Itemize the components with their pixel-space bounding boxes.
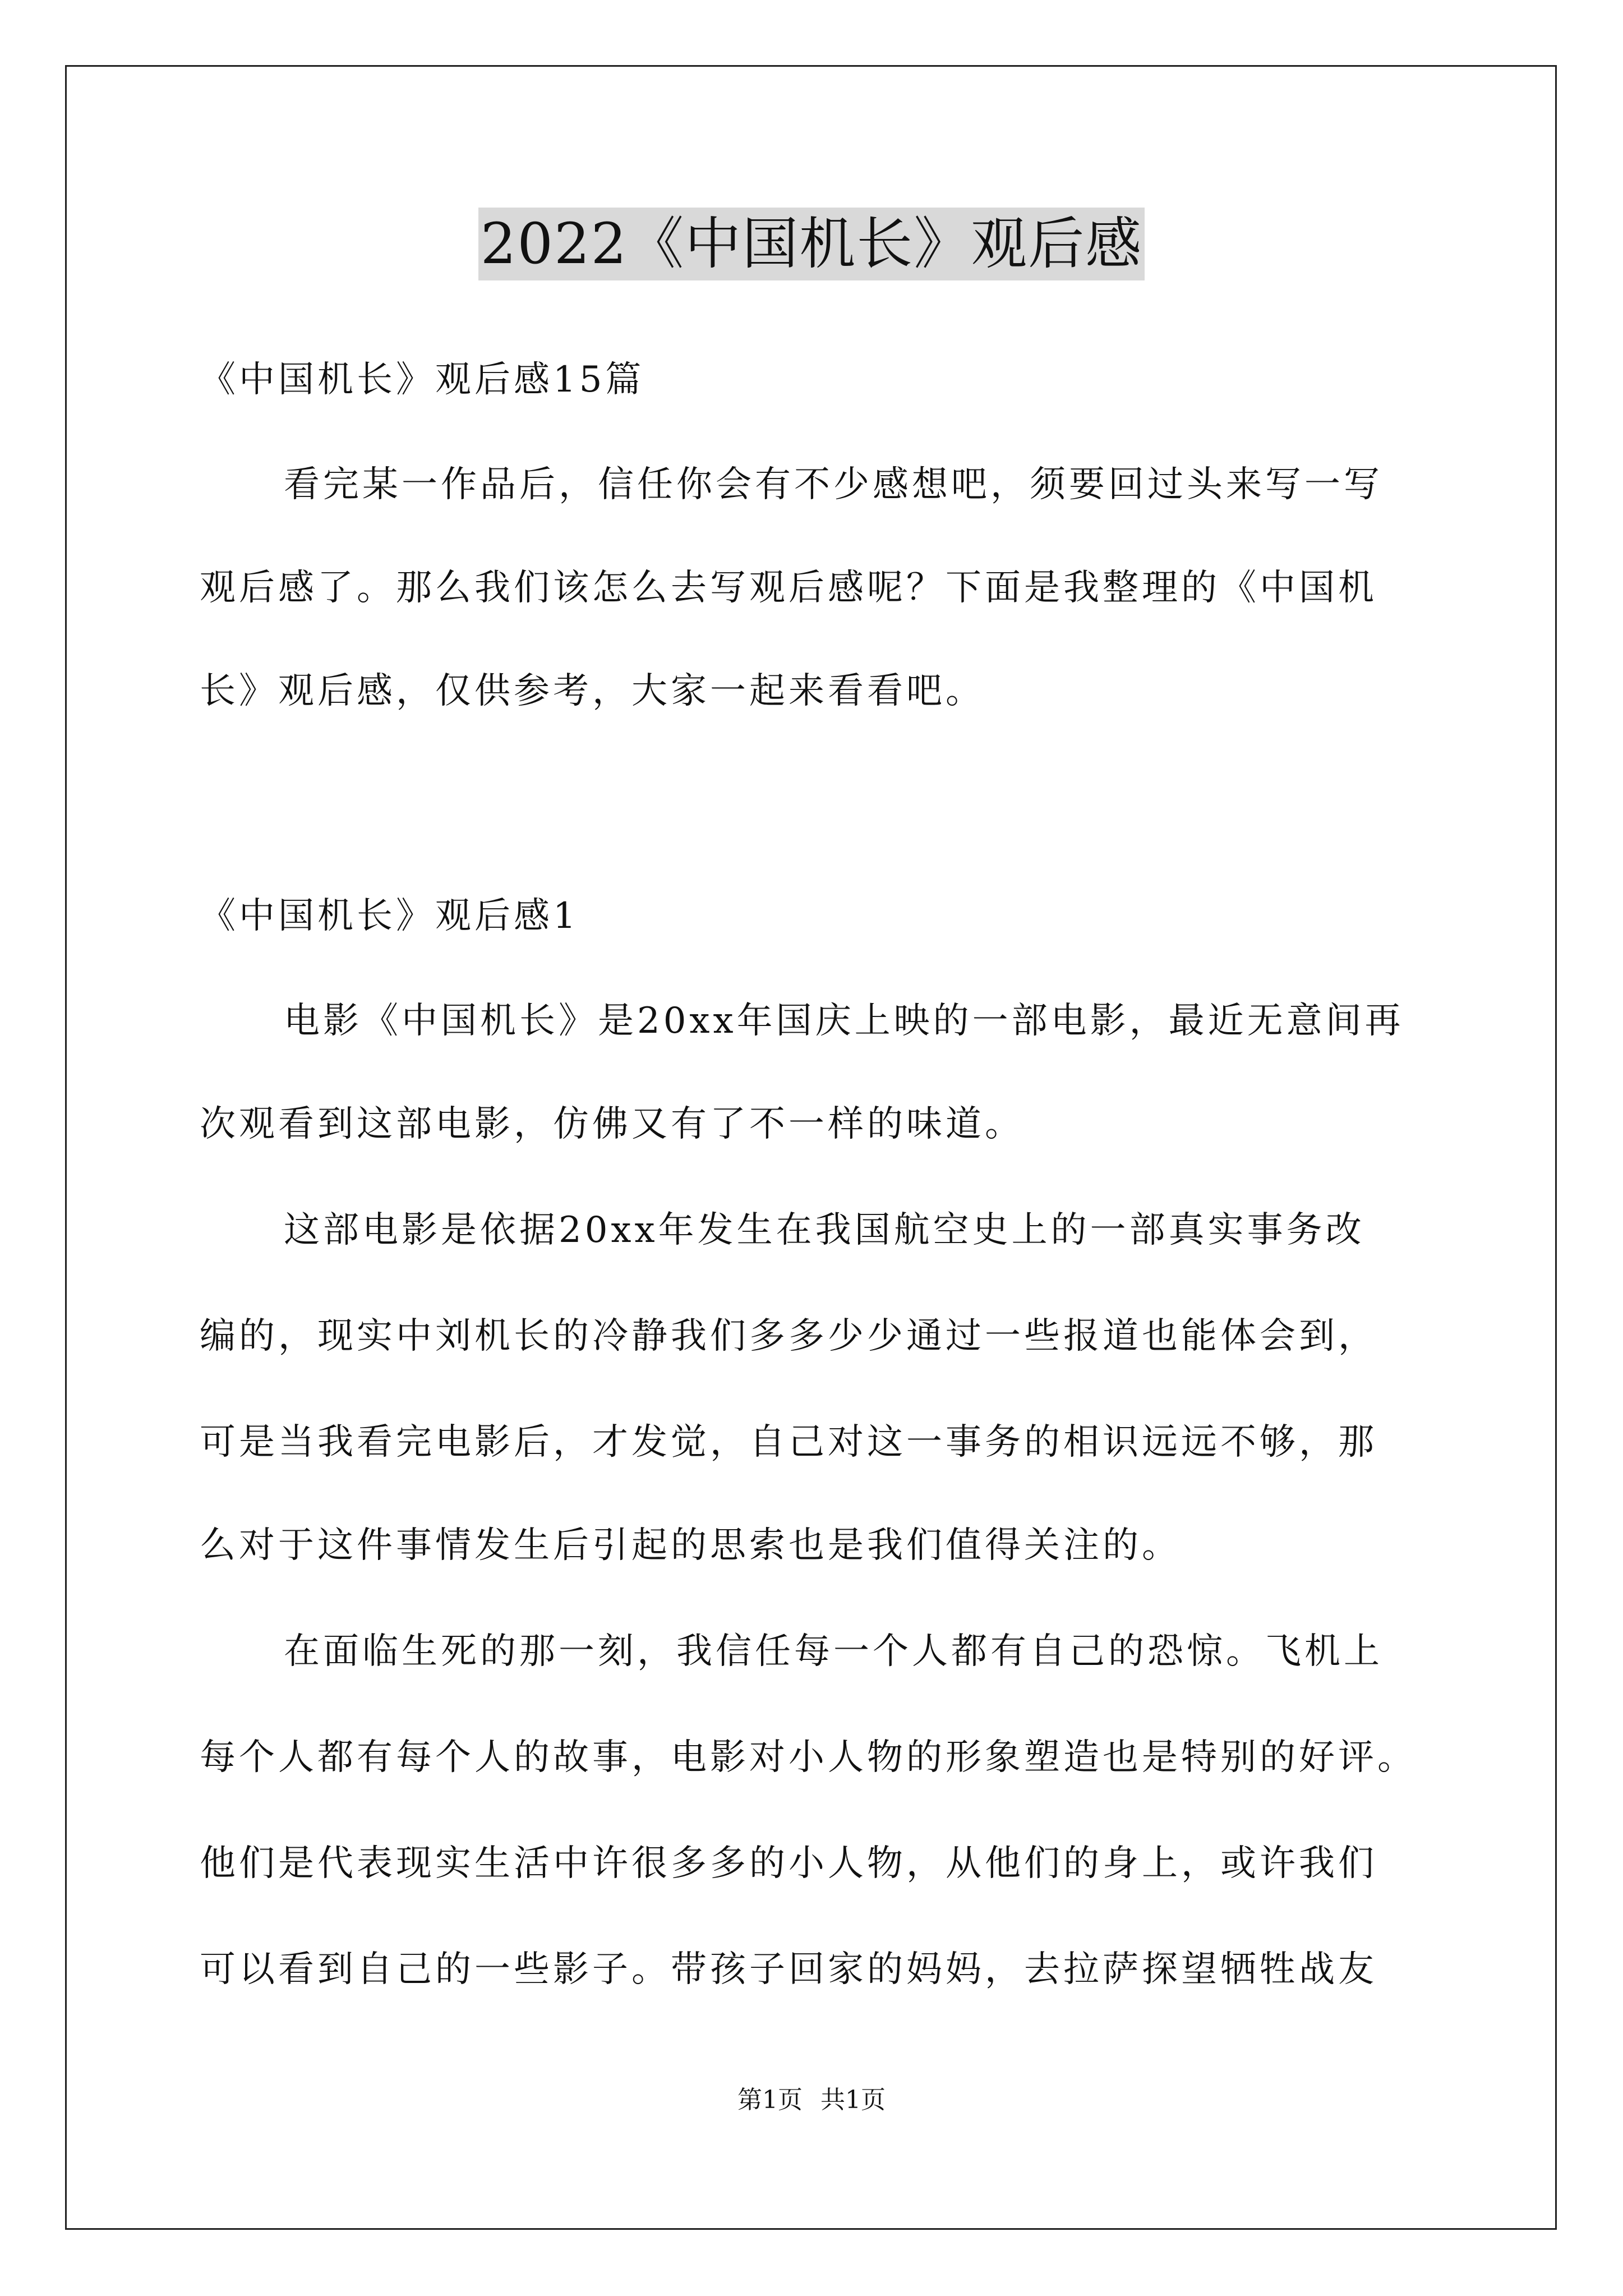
body-line: 编的，现实中刘机长的冷静我们多多少少通过一些报道也能体会到， (200, 1315, 1377, 1357)
subtitle-main: 《中国机长》观后感15篇 (200, 359, 645, 401)
body-line: 电影《中国机长》是20xx年国庆上映的一部电影，最近无意间再 (284, 1000, 1404, 1042)
body-line: 他们是代表现实生活中许很多多的小人物，从他们的身上，或许我们 (200, 1843, 1377, 1884)
body-line: 可是当我看完电影后，才发觉，自己对这一事务的相识远远不够，那 (200, 1421, 1377, 1463)
body-line: 么对于这件事情发生后引起的思索也是我们值得关注的。 (200, 1525, 1181, 1566)
body-line: 每个人都有每个人的故事，电影对小人物的形象塑造也是特别的好评。 (200, 1737, 1417, 1778)
body-line: 在面临生死的那一刻，我信任每一个人都有自己的恐惊。飞机上 (284, 1631, 1383, 1672)
body-line: 次观看到这部电影，仿佛又有了不一样的味道。 (200, 1103, 1024, 1145)
title-wrap (0, 208, 1623, 280)
intro-line: 长》观后感，仅供参考，大家一起来看看吧。 (200, 670, 985, 712)
intro-line: 观后感了。那么我们该怎么去写观后感呢？下面是我整理的《中国机 (200, 567, 1377, 609)
page-number: 第1页 (737, 2086, 803, 2114)
total-pages: 共1页 (820, 2086, 886, 2114)
page-footer (0, 2083, 1623, 2117)
body-line: 可以看到自己的一些影子。带孩子回家的妈妈，去拉萨探望牺牲战友 (200, 1949, 1377, 1990)
body-line: 这部电影是依据20xx年发生在我国航空史上的一部真实事务改 (284, 1209, 1365, 1251)
section-heading: 《中国机长》观后感1 (200, 895, 579, 937)
document-title: 2022《中国机长》观后感 (478, 208, 1145, 280)
intro-line: 看完某一作品后，信任你会有不少感想吧，须要回过头来写一写 (284, 464, 1383, 505)
